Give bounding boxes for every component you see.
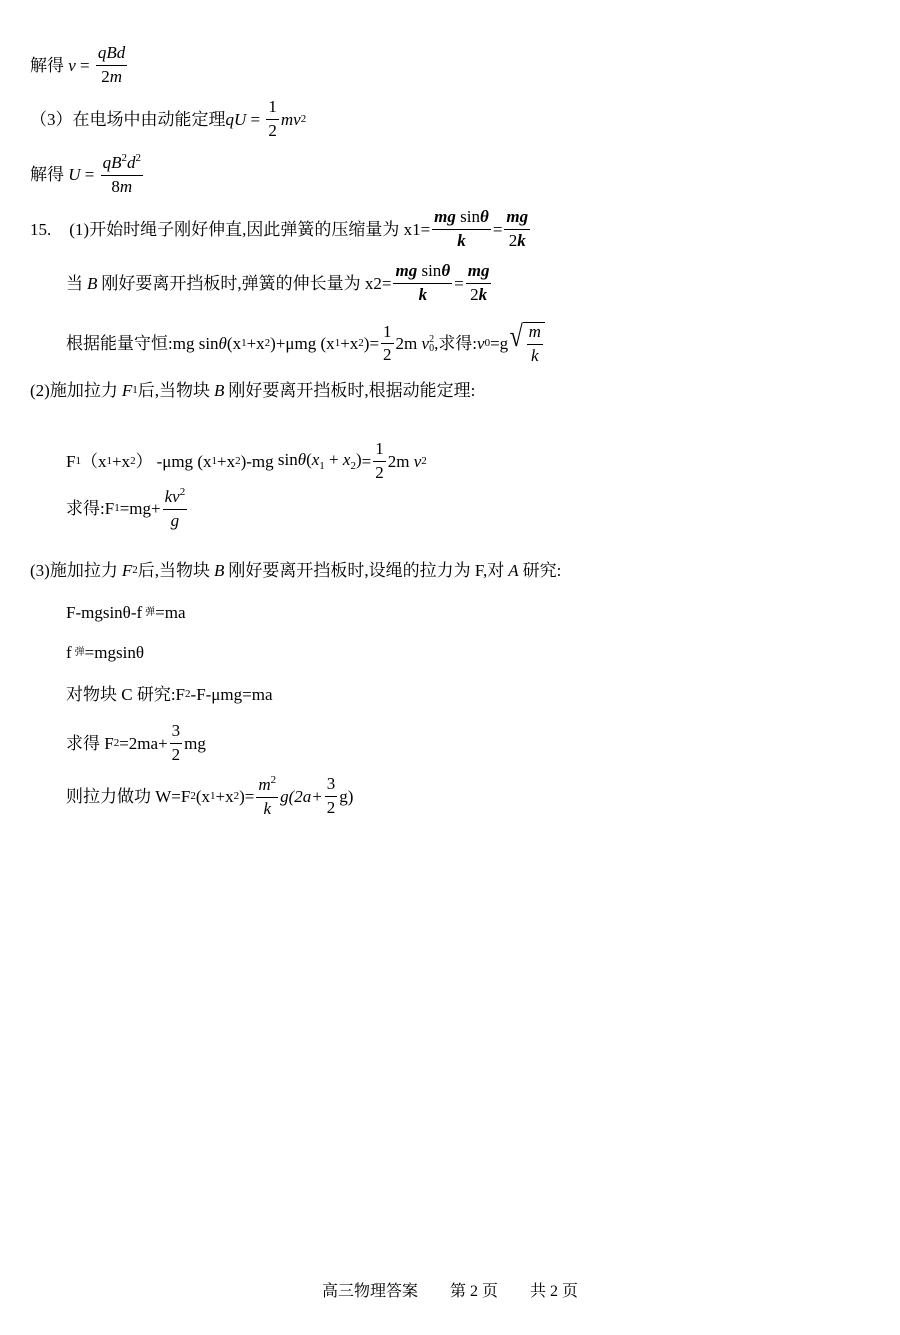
eq-text: 后,当物块 [137,381,210,400]
fraction: $\frac{\text{mg sinθ}}{k}$ [395,261,451,304]
eq-text: 则拉力做功 W=F [66,786,191,806]
eq-text: 刚好要离开挡板时,弹簧的伸长量为 x2= [101,273,392,293]
fraction: $\frac{\text{mg sinθ}}{k}$ [434,207,489,250]
eq-text: +x [215,786,234,806]
fraction: $\frac{kv^2}{g}$ [164,486,186,530]
eq-text: -F-μmg=ma [190,685,273,704]
eq-text: =g [490,334,509,354]
eq-text: )= [239,786,255,806]
eq-text: =ma [155,603,186,622]
eq-text: -μmg [156,451,194,471]
eq-text: (x [197,451,212,471]
q15-eq-spring [66,644,144,661]
footer-title: 高三物理答案 [321,1283,418,1300]
eq-text: mg [184,733,206,753]
q15-eq-block-c: 对物块 C 研究:F 2 -F-μmg=ma [66,685,273,704]
eq-prefix: 解得 [30,164,64,184]
math-eq: = [84,164,99,184]
eq-text: = [361,451,372,471]
eq-text: f [66,643,72,662]
eq-text: 对物块 C 研究:F [66,685,186,704]
math-qu: qU [225,109,247,129]
fraction: $\frac{m^2}{k}$ [258,774,277,818]
eq-text: +x [216,451,236,471]
eq-text: F-mgsinθ-f [66,603,143,622]
eq-sub: 弹 [145,606,156,618]
eq-text: )= [363,334,380,354]
page-footer [0,1278,900,1301]
math-u: U [64,164,85,184]
eq-text: g(2a+ [280,786,323,806]
eq-text: )+ [270,334,286,354]
fraction: $\frac{1}{2}$ [375,439,384,482]
q15-work-energy: F 1 （x 1 +x 2 ） -μmg (x 1 +x 2 )-mg $\sin\theta(x_1 + x_2)$ = $\frac{1}{2}$ 2m v 2 [66,439,427,482]
q15-part3-intro: (3)施加拉力 F 2 后,当物块 B 刚好要离开挡板时,设绳的拉力为 F,对 A 研究: [30,561,562,580]
eq-text: 刚好要离开挡板时,根据动能定理: [228,381,476,400]
eq-text: 求得:F [66,498,115,518]
eq-text: +x [340,334,359,354]
eq-text: (x [320,334,335,354]
math-v: v [64,55,81,75]
eq-prefix: （3）在电场中由动能定理 [30,109,226,129]
eq-text: 刚好要离开挡板时,设绳的拉力为 F,对 [228,561,505,580]
footer-page: 第 2 页 [449,1283,498,1300]
eq-text: 当 [66,273,83,293]
eq-text: 后,当物块 [137,561,210,580]
fraction: $\frac{1}{2}$ [383,321,392,365]
eq-velocity [30,44,129,86]
eq-text: (3)施加拉力 [30,561,118,580]
eq-text: g) [339,786,354,806]
eq-text: μmg [285,334,317,354]
eq-text: +x [246,334,265,354]
fraction: $\frac{3}{2}$ [171,721,181,764]
eq-text: (x [226,334,242,354]
eq-text: (1)开始时绳子刚好伸直,因此弹簧的压缩量为 x1= [69,219,431,239]
fraction: $\frac{mg}{2k}$ [467,261,490,304]
eq-text: ） [135,451,153,471]
q15-f1-result: 求得:F 1 =mg+ $\frac{kv^2}{g}$ [66,486,186,530]
eq-text: +x [111,451,131,471]
q15-part1-extension: 当 B 刚好要离开挡板时,弹簧的伸长量为 x2= $\frac{\text{mg sinθ}}{k}$ = $\frac{mg}{2k}$ [66,261,490,304]
eq-text: =2ma+ [119,733,168,753]
eq-prefix: 解得 [30,55,64,75]
math-mv2: mv [280,109,301,129]
eq-text: F [66,451,76,471]
math-b: B [213,561,225,580]
fraction: $\frac{\text{qBd}}{2m}$ [97,43,126,86]
eq-text: )-mg [240,451,274,471]
eq-text: 根据能量守恒:mg [66,334,195,354]
math-b: B [87,273,98,293]
eq-text: (2)施加拉力 [30,381,118,400]
q15-eq-a [66,604,186,621]
fraction: $\frac{3}{2}$ [326,774,336,817]
eq-sub: 弹 [74,646,85,658]
math-a: A [508,561,519,580]
q15-part2-intro: (2)施加拉力 F 1 后,当物块 B 刚好要离开挡板时,根据动能定理: [30,381,476,400]
eq-text: 研究: [522,561,562,580]
fraction: $\frac{1}{2}$ [268,97,277,140]
math-eq: = [246,109,265,129]
eq-text: （x [80,451,107,471]
eq-text: (x [195,786,211,806]
eq-text: =mgsinθ [84,643,144,662]
eq-text: ,求得: [434,334,478,354]
footer-total: 共 2 页 [530,1283,579,1300]
eq-text: 求得 F [66,733,114,753]
square-root: √ $\frac{m}{k}$ [508,322,545,365]
math-b: B [213,381,225,400]
fraction: $\frac{mg}{2k}$ [506,207,529,250]
eq-text: 2m [387,451,410,471]
question-number: 15. [30,219,52,239]
eq-kinetic-theorem: （3）在电场中由动能定理 qU = $\frac{1}{2}$ mv 2 [30,97,307,140]
eq-text: 2m [395,334,418,354]
math-eq: = [80,55,94,75]
fraction: $\frac{qB^2d^2}{8m}$ [102,152,142,196]
q15-energy-conservation: 根据能量守恒:mg sinθ (x 1 +x 2 )+ μmg (x 1 +x 2 )= $\frac{1}{2}$ 2m v 2 0 ,求得: v 0 =g √ $\frac{m}{k}$ [66,322,545,365]
eq-voltage [30,152,145,196]
q15-part1-compression: 15. (1)开始时绳子刚好伸直,因此弹簧的压缩量为 x1= $\frac{\text{mg sinθ}}{k}$ = $\frac{mg}{2k}$ [30,207,529,250]
q15-f2-result: 求得 F 2 =2ma+ $\frac{3}{2}$ mg [66,721,206,764]
eq-text: =mg+ [119,498,161,518]
q15-work-result: 则拉力做功 W=F 2 (x 1 +x 2 )= $\frac{m^2}{k}$ g(2a+ $\frac{3}{2}$ g) [66,774,354,818]
